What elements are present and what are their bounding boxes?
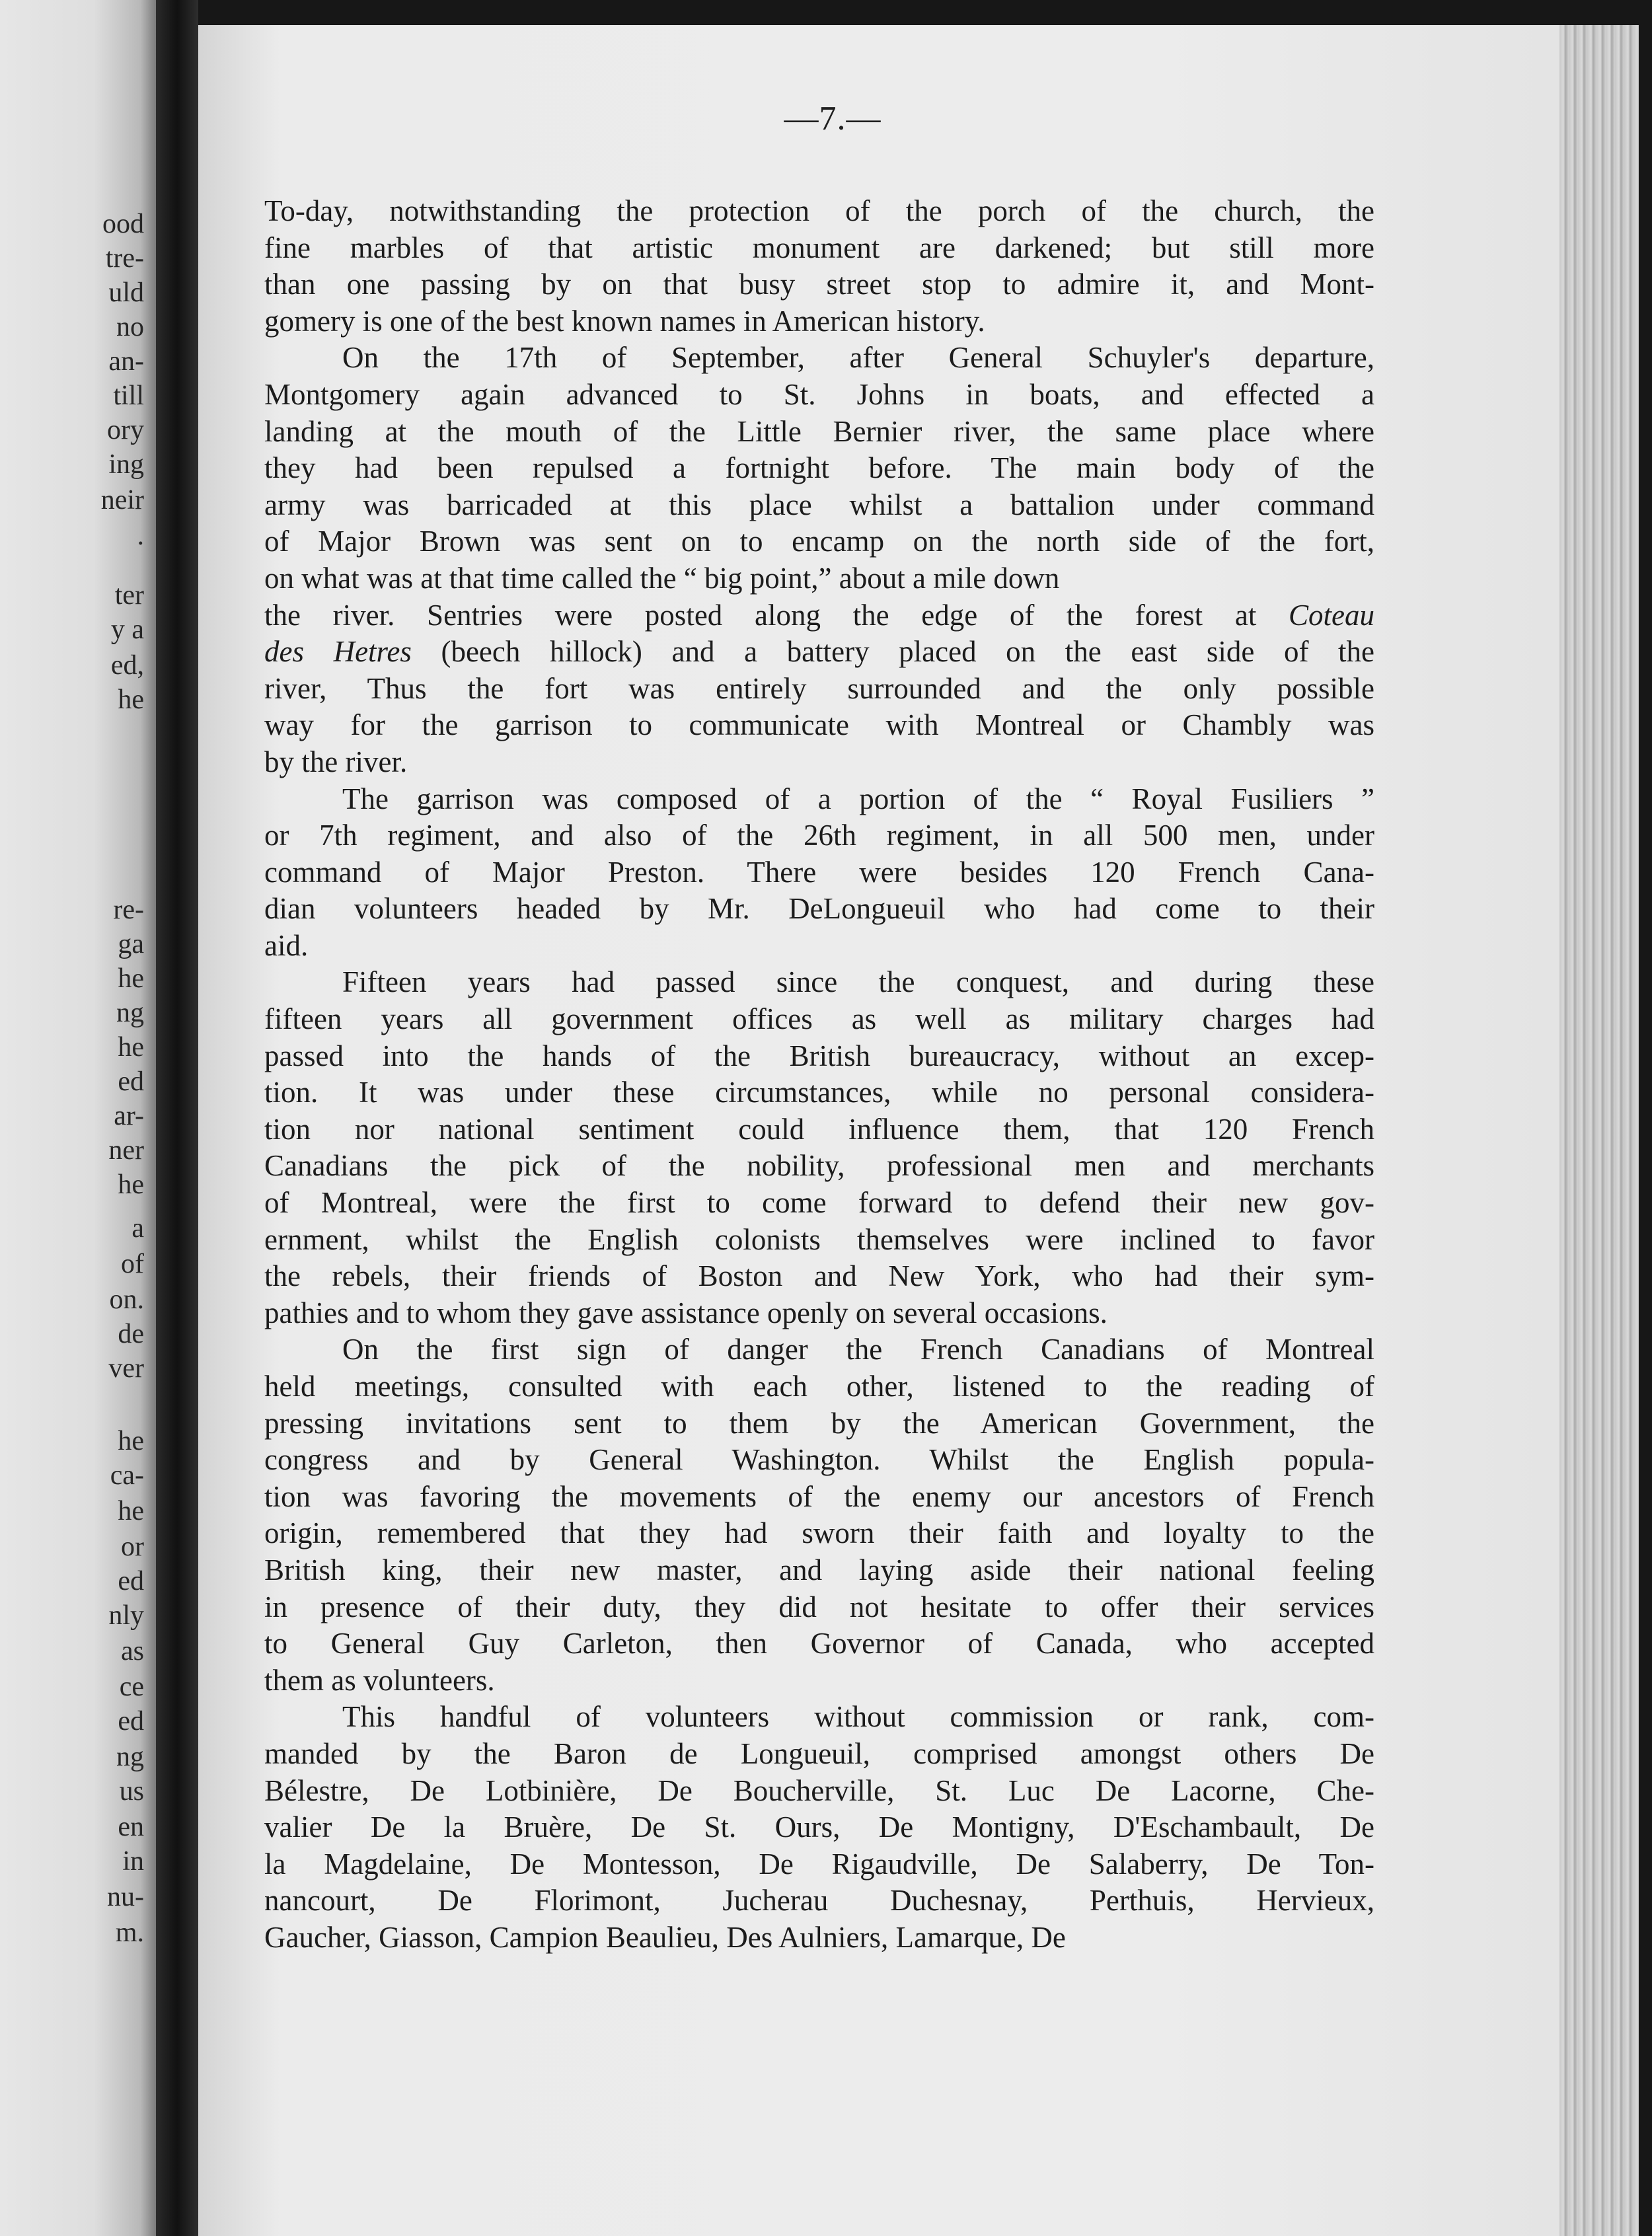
left-page-fragment: ory bbox=[107, 415, 144, 445]
left-page-fragment: nly bbox=[108, 1600, 144, 1631]
left-page-fragment: of bbox=[121, 1249, 144, 1279]
text-line: tion was favoring the movements of the enemy our ancestors of French bbox=[264, 1479, 1374, 1513]
left-page-fragment: or bbox=[121, 1532, 144, 1562]
left-page-text-fragments bbox=[0, 0, 156, 2236]
text-line: or 7th regiment, and also of the 26th regiment, in all 500 men, under bbox=[264, 819, 1374, 852]
book-gutter bbox=[156, 0, 198, 2236]
text-line: landing at the mouth of the Little Bernier river, the same place where bbox=[264, 414, 1374, 448]
text-line: way for the garrison to communicate with Montreal or Chambly was bbox=[264, 708, 1374, 742]
text-line: command of Major Preston. There were besides 120 French Cana- bbox=[264, 855, 1374, 889]
left-page-fragment: ed bbox=[118, 1566, 144, 1596]
left-page-fragment: no bbox=[116, 312, 144, 342]
left-page-fragment: an- bbox=[108, 346, 144, 377]
text-line: British king, their new master, and laying aside their national feeling bbox=[264, 1553, 1374, 1586]
text-line: them as volunteers. bbox=[264, 1663, 495, 1697]
text-line: ernment, whilst the English colonists themselves were inclined to favor bbox=[264, 1222, 1374, 1256]
text-line: fifteen years all government offices as well as military charges had bbox=[264, 1002, 1374, 1036]
left-page-fragment: m. bbox=[115, 1918, 144, 1948]
text-line: nancourt, De Florimont, Jucherau Duchesnay, Perthuis, Hervieux, bbox=[264, 1884, 1374, 1918]
text-line: On the first sign of danger the French Canadians of Montreal bbox=[342, 1333, 1374, 1366]
left-page-fragment: ng bbox=[116, 1742, 144, 1772]
left-page-fragment: neir bbox=[100, 485, 144, 515]
page-number: —7.— bbox=[784, 100, 882, 137]
left-page-fragment: en bbox=[118, 1812, 144, 1842]
text-line-hetres: des Hetres (beech hillock) and a battery placed on the east side of the bbox=[264, 635, 1374, 669]
text-line: dian volunteers headed by Mr. DeLongueuil who had come to their bbox=[264, 892, 1374, 926]
text-line: la Magdelaine, De Montesson, De Rigaudville, De Salaberry, De Ton- bbox=[264, 1847, 1374, 1881]
text-line: Fifteen years had passed since the conquest, and during these bbox=[342, 965, 1374, 999]
place-name-coteau: Coteau bbox=[1289, 598, 1374, 632]
left-page-fragment: us bbox=[119, 1776, 144, 1807]
text-line: river, Thus the fort was entirely surrounded and the only possible bbox=[264, 671, 1374, 705]
text-line: On the 17th of September, after General Schuyler's departure, bbox=[342, 341, 1374, 375]
left-page-fragment: he bbox=[118, 963, 144, 994]
text-line: tion. It was under these circumstances, while no personal considera- bbox=[264, 1076, 1374, 1109]
text-line: tion nor national sentiment could influence them, that 120 French bbox=[264, 1112, 1374, 1146]
left-page-fragment: ed, bbox=[110, 650, 144, 681]
left-page-fragment: ing bbox=[108, 449, 144, 480]
left-page-fragment: ng bbox=[116, 998, 144, 1028]
left-page-fragment: tre- bbox=[105, 243, 144, 274]
place-name-des-hetres: des Hetres bbox=[264, 635, 412, 669]
text-line: Gaucher, Giasson, Campion Beaulieu, Des Aulniers, Lamarque, De bbox=[264, 1920, 1066, 1954]
text-line: fine marbles of that artistic monument are darkened; but still more bbox=[264, 231, 1374, 264]
left-page-fragment: nu- bbox=[107, 1882, 144, 1912]
text-line: passed into the hands of the British bureaucracy, without an excep- bbox=[264, 1039, 1374, 1072]
text-line: army was barricaded at this place whilst a battalion under command bbox=[264, 488, 1374, 521]
left-page-fragment: he bbox=[118, 1496, 144, 1526]
left-page-fragment: ga bbox=[118, 929, 144, 959]
text-line: aid. bbox=[264, 928, 309, 962]
paragraphs-opening bbox=[264, 193, 1374, 597]
left-page-fragment: he bbox=[118, 1032, 144, 1062]
text-line: they had been repulsed a fortnight before. The main body of the bbox=[264, 451, 1374, 485]
text-line: of Montreal, were the first to come forward to defend their new gov- bbox=[264, 1186, 1374, 1220]
body-text bbox=[264, 193, 1374, 1956]
left-page-fragment: ver bbox=[108, 1353, 144, 1384]
text-line: origin, remembered that they had sworn their faith and loyalty to the bbox=[264, 1516, 1374, 1550]
text-line: Canadians the pick of the nobility, professional men and merchants bbox=[264, 1149, 1374, 1183]
left-page-fragment: ed bbox=[118, 1706, 144, 1736]
left-page-fragment: ner bbox=[108, 1135, 144, 1166]
text-line: The garrison was composed of a portion of the “ Royal Fusiliers ” bbox=[342, 782, 1374, 815]
text-line: the rebels, their friends of Boston and New York, who had their sym- bbox=[264, 1259, 1374, 1293]
text-line: valier De la Bruère, De St. Ours, De Montigny, D'Eschambault, De bbox=[264, 1810, 1374, 1844]
text-line: gomery is one of the best known names in American history. bbox=[264, 304, 985, 338]
left-page-fragment: he bbox=[118, 1426, 144, 1456]
left-page-fragment: re- bbox=[113, 895, 144, 925]
text-line: Bélestre, De Lotbinière, De Boucherville, St. Luc De Lacorne, Che- bbox=[264, 1773, 1374, 1807]
left-page-fragment: ter bbox=[114, 580, 144, 611]
page-edges bbox=[1559, 25, 1639, 2236]
text-line: congress and by General Washington. Whilst the English popula- bbox=[264, 1443, 1374, 1477]
left-page-fragment: ar- bbox=[114, 1101, 144, 1131]
paragraph-two-tail bbox=[264, 671, 1374, 781]
text-line: by the river. bbox=[264, 745, 408, 778]
text-line: held meetings, consulted with each other, listened to the reading of bbox=[264, 1370, 1374, 1403]
text-line-coteau: the river. Sentries were posted along the edge of the forest at Coteau bbox=[264, 598, 1374, 632]
left-page-fragment: a bbox=[131, 1213, 144, 1244]
text-line: to General Guy Carleton, then Governor of Canada, who accepted bbox=[264, 1627, 1374, 1660]
left-page-fragment: . bbox=[137, 521, 144, 551]
text-line: in presence of their duty, they did not hesitate to offer their services bbox=[264, 1590, 1374, 1623]
text-line: on what was at that time called the “ big point,” about a mile down bbox=[264, 561, 1060, 595]
left-page-fragment: he bbox=[118, 1170, 144, 1200]
text-line: pressing invitations sent to them by the American Government, the bbox=[264, 1406, 1374, 1440]
left-page-fragment: on. bbox=[109, 1285, 144, 1315]
left-page-fragment: uld bbox=[108, 278, 144, 308]
text-line: To-day, notwithstanding the protection of the porch of the church, the bbox=[264, 194, 1374, 227]
left-page-fragment: ed bbox=[118, 1066, 144, 1097]
left-page-fragment: ca- bbox=[110, 1460, 144, 1491]
left-page-fragment: he bbox=[118, 685, 144, 715]
text-line: This handful of volunteers without commission or rank, com- bbox=[342, 1700, 1374, 1734]
left-page-fragment: de bbox=[118, 1319, 144, 1349]
text-line: than one passing by on that busy street stop to admire it, and Mont- bbox=[264, 268, 1374, 301]
left-page-fragment: in bbox=[122, 1846, 144, 1877]
text-line: manded by the Baron de Longueuil, comprised amongst others De bbox=[264, 1736, 1374, 1770]
paragraphs-rest bbox=[264, 781, 1374, 1956]
text-line: of Major Brown was sent on to encamp on the north side of the fort, bbox=[264, 525, 1374, 558]
left-facing-page bbox=[0, 0, 156, 2236]
left-page-fragment: y a bbox=[110, 615, 144, 645]
left-page-fragment: till bbox=[113, 381, 144, 411]
text-line: pathies and to whom they gave assistance openly on several occasions. bbox=[264, 1296, 1108, 1329]
text-line: Montgomery again advanced to St. Johns in boats, and effected a bbox=[264, 377, 1374, 411]
left-page-fragment: as bbox=[121, 1636, 144, 1666]
left-page-fragment: ce bbox=[119, 1672, 144, 1702]
left-page-fragment: ood bbox=[102, 209, 144, 239]
